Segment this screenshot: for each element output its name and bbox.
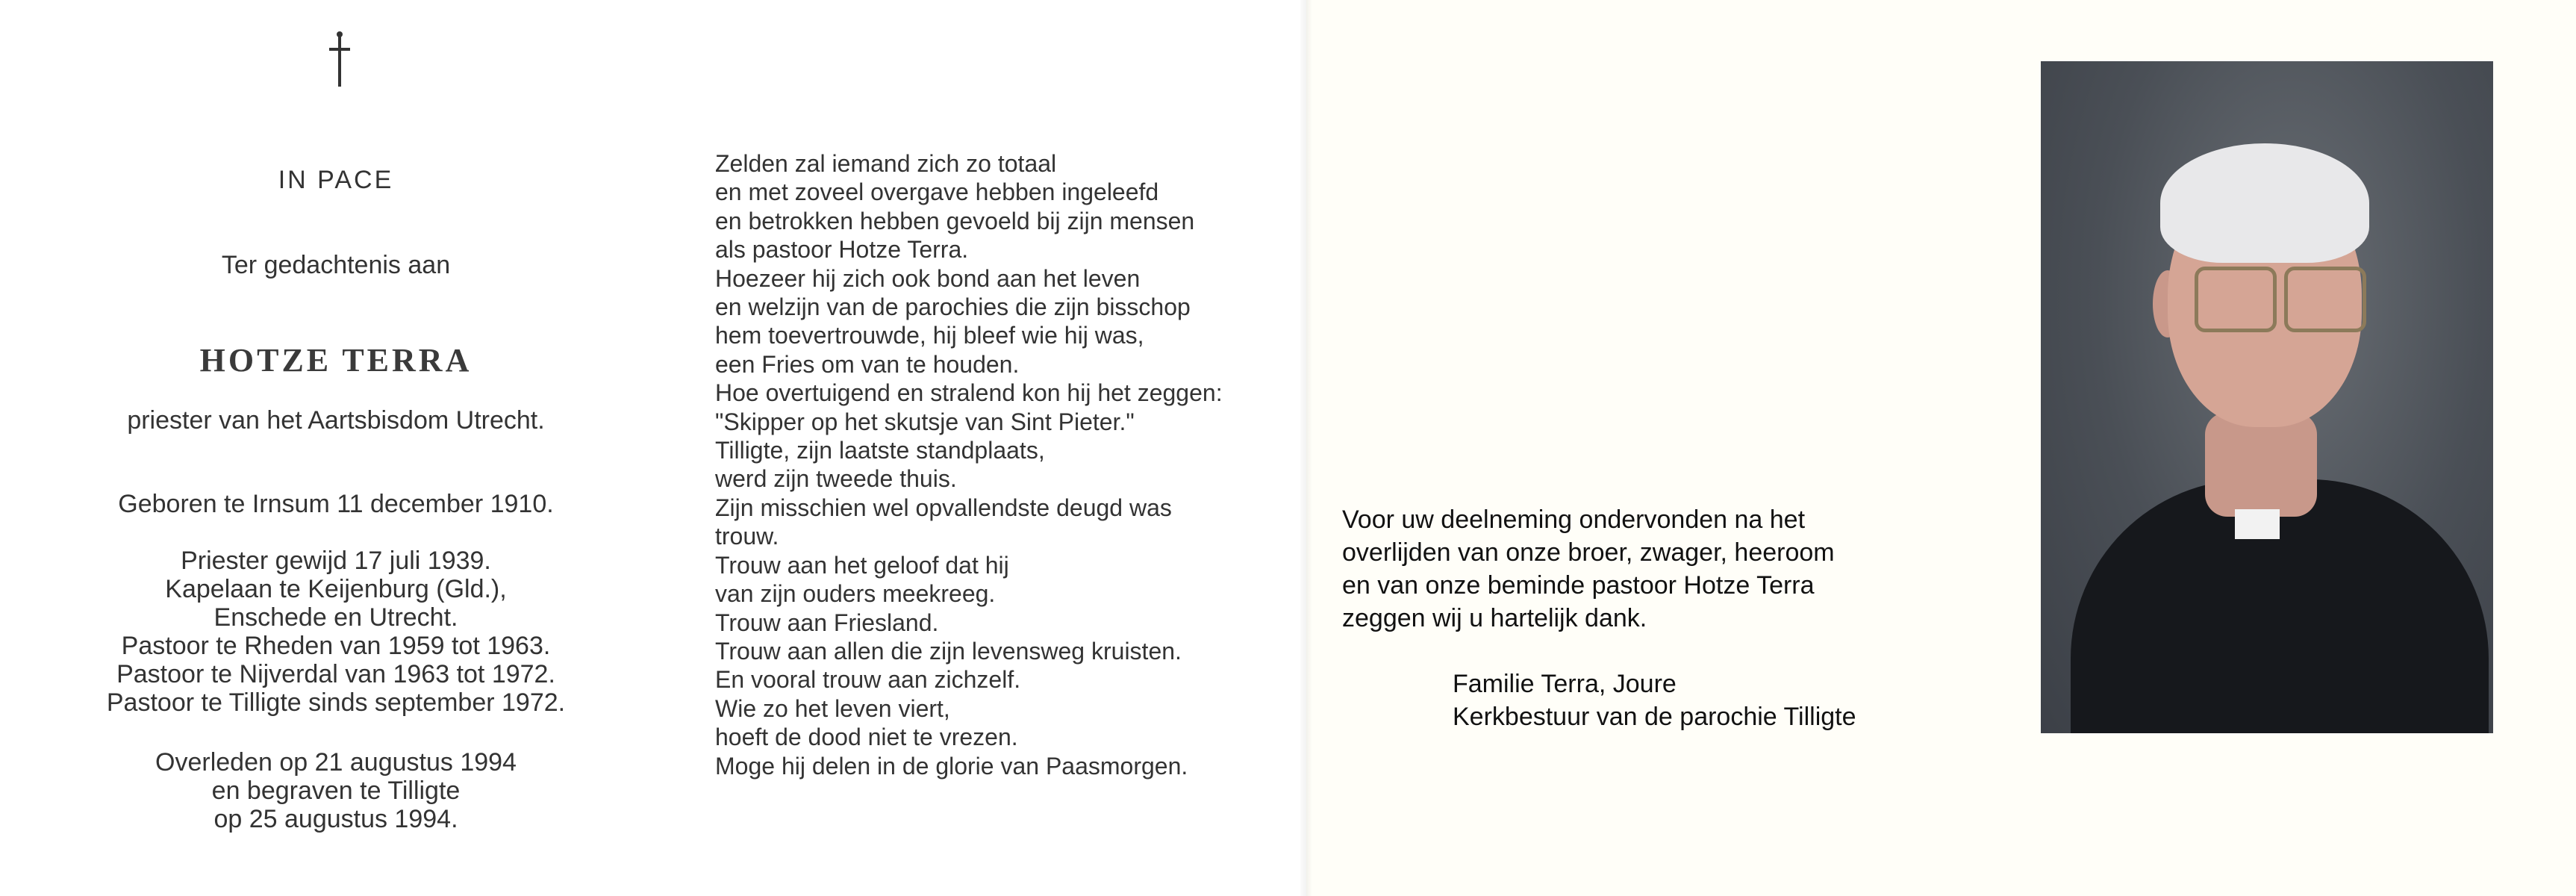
career-line: Pastoor te Tilligte sinds september 1972.	[106, 688, 566, 717]
poem-line: als pastoor Hotze Terra.	[715, 236, 969, 264]
poem-line: hoeft de dood niet te vrezen.	[715, 724, 1018, 751]
death-line: op 25 augustus 1994.	[213, 805, 458, 833]
birth-text: Geboren te Irnsum 11 december 1910.	[118, 490, 554, 518]
thank-you-message	[1342, 503, 1984, 635]
card-fold	[1300, 0, 1312, 896]
poem-line: van zijn ouders meekreeg.	[715, 580, 996, 608]
portrait-photo	[2041, 61, 2493, 733]
signature-line: Familie Terra, Joure	[1453, 670, 1677, 698]
death-line: Overleden op 21 augustus 1994	[155, 748, 517, 777]
poem-line: hem toevertrouwde, hij bleef wie hij was,	[715, 322, 1144, 349]
in-pace-heading: IN PACE	[278, 166, 394, 194]
family-signature	[1453, 668, 1990, 733]
career-line: Kapelaan te Keijenburg (Gld.),	[165, 575, 507, 603]
thanks-line: overlijden van onze broer, zwager, heeroom	[1342, 538, 1835, 567]
poem-line: een Fries om van te houden.	[715, 350, 1020, 378]
priest-of-text: priester van het Aartsbisdom Utrecht.	[127, 406, 545, 435]
poem-line: Zijn misschien wel opvallendste deugd was	[715, 494, 1172, 521]
poem-line: werd zijn tweede thuis.	[715, 465, 957, 493]
poem-line: Trouw aan allen die zijn levensweg kruisten.	[715, 637, 1182, 665]
poem-line: Moge hij delen in de glorie van Paasmorgen.	[715, 752, 1188, 780]
memorial-poem	[715, 149, 1253, 780]
career-line: Priester gewijd 17 juli 1939.	[181, 547, 491, 575]
poem-line: Hoe overtuigend en stralend kon hij het zeggen:	[715, 379, 1223, 407]
poem-line: en welzijn van de parochies die zijn bisschop	[715, 293, 1191, 321]
in-memory-of-text: Ter gedachtenis aan	[221, 251, 451, 279]
cross-icon	[328, 30, 351, 90]
poem-line: trouw.	[715, 523, 779, 550]
poem-line: Wie zo het leven viert,	[715, 694, 950, 722]
poem-line: Zelden zal iemand zich zo totaal	[715, 150, 1057, 177]
poem-line: Tilligte, zijn laatste standplaats,	[715, 437, 1045, 464]
poem-line: Trouw aan het geloof dat hij	[715, 551, 1009, 579]
poem-line: Hoezeer hij zich ook bond aan het leven	[715, 264, 1141, 292]
poem-line: en betrokken hebben gevoeld bij zijn mensen	[715, 207, 1195, 234]
poem-line: Trouw aan Friesland.	[715, 609, 939, 636]
thanks-line: Voor uw deelneming ondervonden na het	[1342, 505, 1806, 534]
death-block	[37, 748, 634, 833]
signature-line: Kerkbestuur van de parochie Tilligte	[1453, 703, 1856, 731]
deceased-name: HOTZE TERRA	[199, 342, 473, 379]
career-line: Pastoor te Rheden van 1959 tot 1963.	[121, 632, 551, 660]
career-line: Enschede en Utrecht.	[213, 603, 458, 632]
death-line: en begraven te Tilligte	[211, 777, 461, 805]
career-line: Pastoor te Nijverdal van 1963 tot 1972.	[116, 660, 555, 688]
poem-line: En vooral trouw aan zichzelf.	[715, 666, 1021, 694]
poem-line: en met zoveel overgave hebben ingeleefd	[715, 178, 1159, 206]
poem-line: "Skipper op het skutsje van Sint Pieter."	[715, 408, 1135, 435]
career-block	[37, 547, 634, 717]
thanks-line: zeggen wij u hartelijk dank.	[1342, 604, 1647, 632]
thanks-line: en van onze beminde pastoor Hotze Terra	[1342, 571, 1815, 600]
